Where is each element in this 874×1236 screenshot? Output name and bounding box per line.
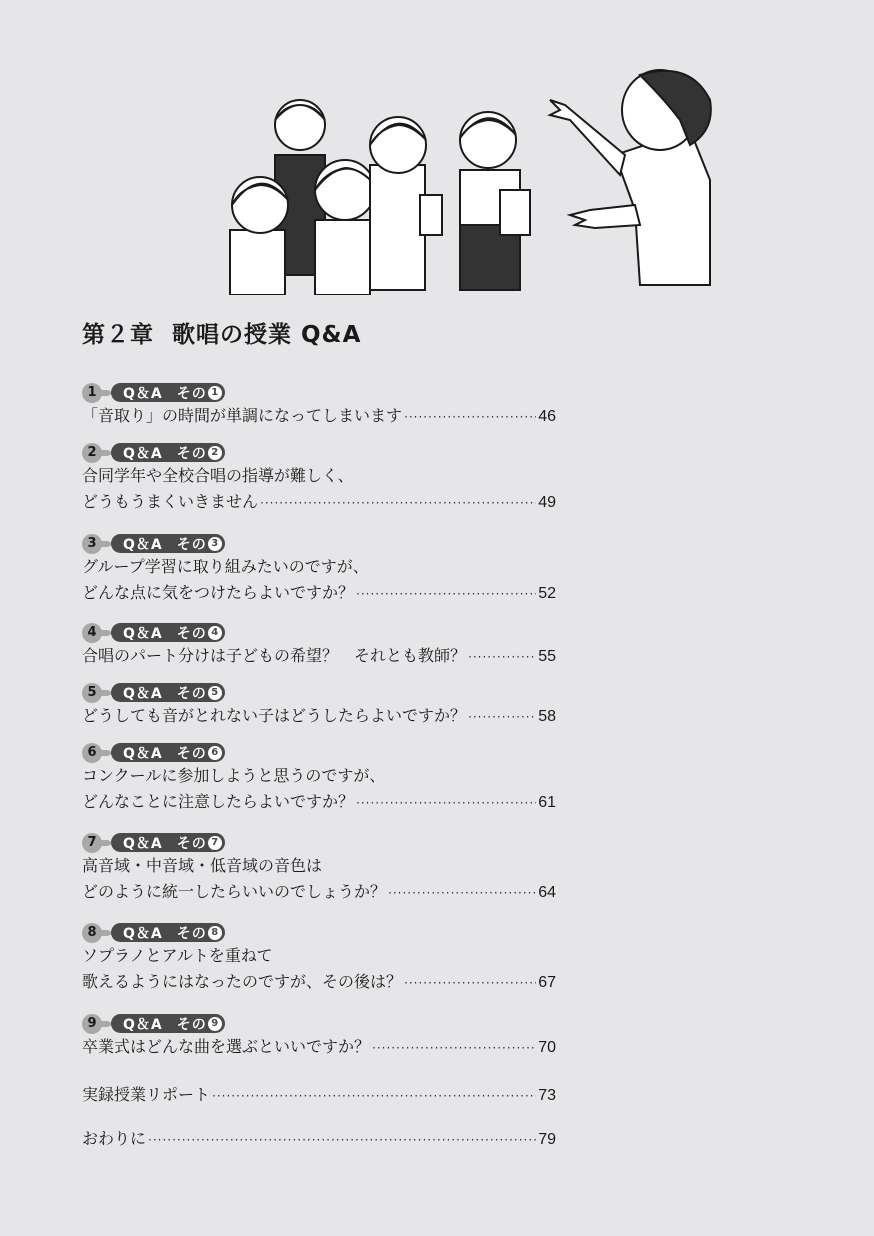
- entry-line: [82, 580, 556, 606]
- entry-text: ソプラノとアルトを重ねて: [82, 946, 273, 965]
- teacher-children-illustration: [220, 60, 720, 295]
- qa-label: Q＆A: [123, 385, 163, 402]
- sono-number: 4: [208, 626, 222, 640]
- qa-tag: [82, 922, 556, 943]
- qa-label: Q＆A: [123, 685, 163, 702]
- entry-line: [82, 703, 556, 729]
- sono-label: その: [176, 835, 207, 852]
- entry-line: [82, 1034, 556, 1060]
- sono-label: その: [176, 625, 207, 642]
- entry-text: どうもうまくいきません: [82, 492, 259, 511]
- entry-text: どうしても音がとれない子はどうしたらよいですか？: [82, 706, 467, 725]
- qa-label: Q＆A: [123, 1016, 163, 1033]
- entry-number-badge: 6: [82, 743, 102, 763]
- entry-line: [82, 879, 556, 905]
- toc-entry[interactable]: [82, 1013, 556, 1060]
- sono-label: その: [176, 536, 207, 553]
- entry-line: [82, 554, 556, 580]
- entry-line: [82, 789, 556, 815]
- entry-number-badge: 3: [82, 534, 102, 554]
- entry-number-badge: 7: [82, 833, 102, 853]
- entry-text: どんなことに注意したらよいですか？: [82, 792, 355, 811]
- leader-dots: [404, 970, 536, 996]
- qa-pill: [111, 623, 225, 642]
- qa-label: Q＆A: [123, 445, 163, 462]
- entry-line: [82, 763, 556, 789]
- leader-dots: [388, 880, 536, 906]
- qa-tag: [82, 742, 556, 763]
- entry-line: [82, 853, 556, 879]
- sono-number: 8: [208, 926, 222, 940]
- qa-pill: [111, 443, 225, 462]
- qa-tag: [82, 832, 556, 853]
- sono-number: 7: [208, 836, 222, 850]
- toc-entry[interactable]: [82, 742, 556, 815]
- entry-line: [82, 489, 556, 515]
- leader-dots: [212, 1083, 536, 1109]
- entry-line: [82, 1082, 556, 1108]
- sono-label: その: [176, 685, 207, 702]
- page-number: 67: [538, 974, 556, 991]
- entry-text: どんな点に気をつけたらよいですか？: [82, 583, 355, 602]
- page-number: 79: [538, 1131, 556, 1148]
- toc-entry[interactable]: [82, 832, 556, 905]
- leader-dots: [356, 790, 536, 816]
- toc-entry-extra[interactable]: [82, 1082, 556, 1108]
- leader-dots: [404, 404, 536, 430]
- qa-pill: [111, 534, 225, 553]
- qa-pill: [111, 683, 225, 702]
- entry-text: コンクールに参加しようと思うのですが、: [82, 766, 386, 785]
- qa-label: Q＆A: [123, 925, 163, 942]
- sono-number: 2: [208, 446, 222, 460]
- leader-dots: [260, 490, 536, 516]
- page-number: 61: [538, 794, 556, 811]
- entry-number-badge: 1: [82, 383, 102, 403]
- page-number: 58: [538, 708, 556, 725]
- entry-number-badge: 9: [82, 1014, 102, 1034]
- toc-entry[interactable]: [82, 533, 556, 606]
- leader-dots: [468, 644, 536, 670]
- qa-tag: [82, 382, 556, 403]
- entry-number-badge: 8: [82, 923, 102, 943]
- toc-entry-extra[interactable]: [82, 1126, 556, 1152]
- sono-label: その: [176, 445, 207, 462]
- entry-text: 合唱のパート分けは子どもの希望？ それとも教師？: [82, 646, 467, 665]
- sono-label: その: [176, 1016, 207, 1033]
- entry-number-badge: 4: [82, 623, 102, 643]
- chapter-name: 歌唱の授業 Q&A: [172, 322, 362, 348]
- entry-line: [82, 403, 556, 429]
- sono-number: 3: [208, 537, 222, 551]
- chapter-number: 第２章: [82, 322, 154, 348]
- qa-pill: [111, 743, 225, 762]
- leader-dots: [372, 1035, 536, 1061]
- entry-number-badge: 5: [82, 683, 102, 703]
- qa-label: Q＆A: [123, 625, 163, 642]
- entry-text: おわりに: [82, 1129, 147, 1148]
- qa-label: Q＆A: [123, 745, 163, 762]
- qa-pill: [111, 923, 225, 942]
- qa-tag: [82, 442, 556, 463]
- leader-dots: [356, 581, 536, 607]
- entry-text: 合同学年や全校合唱の指導が難しく、: [82, 466, 354, 485]
- qa-tag: [82, 622, 556, 643]
- entry-text: グループ学習に取り組みたいのですが、: [82, 557, 369, 576]
- entry-text: 高音域・中音域・低音域の音色は: [82, 856, 323, 875]
- qa-tag: [82, 533, 556, 554]
- entry-number-badge: 2: [82, 443, 102, 463]
- qa-tag: [82, 682, 556, 703]
- toc-entry[interactable]: [82, 382, 556, 429]
- qa-pill: [111, 1014, 225, 1033]
- page-number: 70: [538, 1039, 556, 1056]
- sono-label: その: [176, 925, 207, 942]
- entry-text: 歌えるようにはなったのですが、その後は？: [82, 972, 403, 991]
- entry-text: 「音取り」の時間が単調になってしまいます: [82, 406, 403, 425]
- qa-tag: [82, 1013, 556, 1034]
- entry-line: [82, 969, 556, 995]
- toc-entry[interactable]: [82, 442, 556, 515]
- sono-number: 6: [208, 746, 222, 760]
- entry-line: [82, 943, 556, 969]
- toc-entry[interactable]: [82, 622, 556, 669]
- sono-number: 9: [208, 1017, 222, 1031]
- leader-dots: [468, 704, 536, 730]
- qa-label: Q＆A: [123, 536, 163, 553]
- entry-line: [82, 643, 556, 669]
- page-number: 73: [538, 1087, 556, 1104]
- entry-text: どのように統一したらいいのでしょうか？: [82, 882, 387, 901]
- page-number: 49: [538, 494, 556, 511]
- toc-entry[interactable]: [82, 682, 556, 729]
- page-number: 52: [538, 585, 556, 602]
- sono-label: その: [176, 385, 207, 402]
- qa-pill: [111, 833, 225, 852]
- toc-entry[interactable]: [82, 922, 556, 995]
- entry-line: [82, 1126, 556, 1152]
- sono-label: その: [176, 745, 207, 762]
- leader-dots: [148, 1127, 536, 1153]
- page-number: 46: [538, 408, 556, 425]
- sono-number: 5: [208, 686, 222, 700]
- page-number: 64: [538, 884, 556, 901]
- page-number: 55: [538, 648, 556, 665]
- entry-text: 実録授業リポート: [82, 1085, 211, 1104]
- sono-number: 1: [208, 386, 222, 400]
- entry-line: [82, 463, 556, 489]
- qa-pill: [111, 383, 225, 402]
- entry-text: 卒業式はどんな曲を選ぶといいですか？: [82, 1037, 371, 1056]
- qa-label: Q＆A: [123, 835, 163, 852]
- chapter-title: [82, 316, 361, 349]
